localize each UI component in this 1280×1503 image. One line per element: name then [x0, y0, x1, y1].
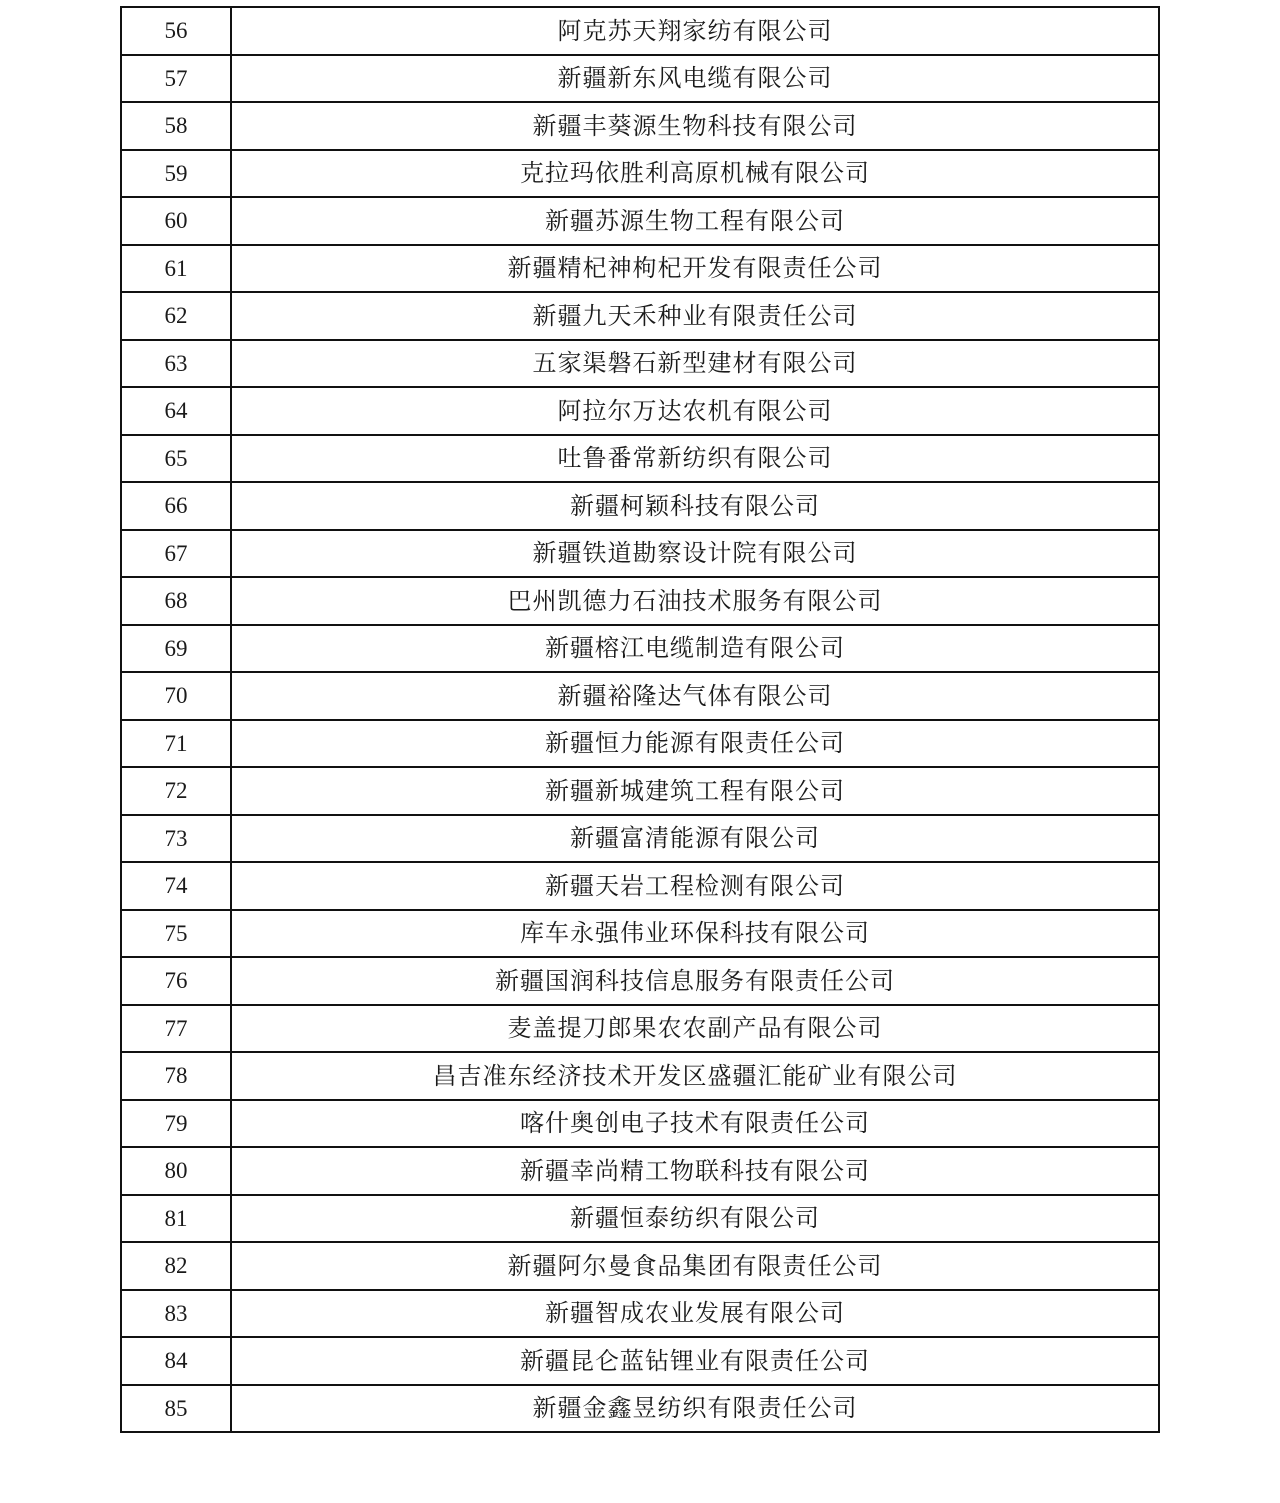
row-number: 82 — [121, 1242, 231, 1290]
row-number: 77 — [121, 1005, 231, 1053]
table-row — [121, 245, 1159, 293]
table-row — [121, 1005, 1159, 1053]
row-number: 70 — [121, 672, 231, 720]
table-row — [121, 197, 1159, 245]
table-row — [121, 292, 1159, 340]
row-number: 85 — [121, 1385, 231, 1433]
row-number: 59 — [121, 150, 231, 198]
company-name: 喀什奥创电子技术有限责任公司 — [231, 1100, 1159, 1148]
row-number: 73 — [121, 815, 231, 863]
table-row — [121, 862, 1159, 910]
table-row — [121, 340, 1159, 388]
row-number: 66 — [121, 482, 231, 530]
table-row — [121, 150, 1159, 198]
row-number: 71 — [121, 720, 231, 768]
table-row — [121, 435, 1159, 483]
row-number: 67 — [121, 530, 231, 578]
row-number: 83 — [121, 1290, 231, 1338]
company-name: 新疆金鑫昱纺织有限责任公司 — [231, 1385, 1159, 1433]
table-row — [121, 625, 1159, 673]
table-row — [121, 910, 1159, 958]
table-row — [121, 957, 1159, 1005]
company-name: 新疆苏源生物工程有限公司 — [231, 197, 1159, 245]
row-number: 64 — [121, 387, 231, 435]
company-name: 昌吉准东经济技术开发区盛疆汇能矿业有限公司 — [231, 1052, 1159, 1100]
row-number: 63 — [121, 340, 231, 388]
row-number: 75 — [121, 910, 231, 958]
company-name: 新疆精杞神枸杞开发有限责任公司 — [231, 245, 1159, 293]
table-row — [121, 387, 1159, 435]
row-number: 80 — [121, 1147, 231, 1195]
company-table — [120, 6, 1160, 1433]
company-name: 新疆新城建筑工程有限公司 — [231, 767, 1159, 815]
company-name: 新疆九天禾种业有限责任公司 — [231, 292, 1159, 340]
company-name: 新疆幸尚精工物联科技有限公司 — [231, 1147, 1159, 1195]
row-number: 56 — [121, 7, 231, 55]
company-name: 新疆裕隆达气体有限公司 — [231, 672, 1159, 720]
row-number: 81 — [121, 1195, 231, 1243]
table-row — [121, 1242, 1159, 1290]
row-number: 57 — [121, 55, 231, 103]
company-name: 新疆富清能源有限公司 — [231, 815, 1159, 863]
row-number: 79 — [121, 1100, 231, 1148]
table-row — [121, 55, 1159, 103]
company-name: 库车永强伟业环保科技有限公司 — [231, 910, 1159, 958]
company-list-page — [120, 6, 1158, 1433]
company-name: 麦盖提刀郎果农农副产品有限公司 — [231, 1005, 1159, 1053]
table-row — [121, 672, 1159, 720]
row-number: 69 — [121, 625, 231, 673]
company-name: 克拉玛依胜利高原机械有限公司 — [231, 150, 1159, 198]
row-number: 61 — [121, 245, 231, 293]
row-number: 68 — [121, 577, 231, 625]
company-name: 新疆天岩工程检测有限公司 — [231, 862, 1159, 910]
company-name: 新疆恒泰纺织有限公司 — [231, 1195, 1159, 1243]
company-name: 新疆铁道勘察设计院有限公司 — [231, 530, 1159, 578]
company-name: 新疆阿尔曼食品集团有限责任公司 — [231, 1242, 1159, 1290]
row-number: 72 — [121, 767, 231, 815]
table-row — [121, 530, 1159, 578]
company-name: 新疆昆仑蓝钻锂业有限责任公司 — [231, 1337, 1159, 1385]
table-row — [121, 720, 1159, 768]
row-number: 58 — [121, 102, 231, 150]
company-name: 新疆柯颖科技有限公司 — [231, 482, 1159, 530]
company-name: 吐鲁番常新纺织有限公司 — [231, 435, 1159, 483]
company-name: 新疆国润科技信息服务有限责任公司 — [231, 957, 1159, 1005]
company-name: 新疆恒力能源有限责任公司 — [231, 720, 1159, 768]
company-name: 阿克苏天翔家纺有限公司 — [231, 7, 1159, 55]
company-name: 新疆新东风电缆有限公司 — [231, 55, 1159, 103]
row-number: 74 — [121, 862, 231, 910]
table-row — [121, 767, 1159, 815]
company-table-body — [121, 7, 1159, 1432]
company-name: 新疆榕江电缆制造有限公司 — [231, 625, 1159, 673]
table-row — [121, 1100, 1159, 1148]
company-name: 五家渠磐石新型建材有限公司 — [231, 340, 1159, 388]
row-number: 65 — [121, 435, 231, 483]
company-name: 巴州凯德力石油技术服务有限公司 — [231, 577, 1159, 625]
row-number: 62 — [121, 292, 231, 340]
table-row — [121, 7, 1159, 55]
company-name: 新疆丰葵源生物科技有限公司 — [231, 102, 1159, 150]
table-row — [121, 1337, 1159, 1385]
company-name: 新疆智成农业发展有限公司 — [231, 1290, 1159, 1338]
table-row — [121, 102, 1159, 150]
row-number: 78 — [121, 1052, 231, 1100]
table-row — [121, 1290, 1159, 1338]
table-row — [121, 815, 1159, 863]
table-row — [121, 577, 1159, 625]
row-number: 76 — [121, 957, 231, 1005]
table-row — [121, 1195, 1159, 1243]
table-row — [121, 1052, 1159, 1100]
row-number: 60 — [121, 197, 231, 245]
table-row — [121, 1385, 1159, 1433]
row-number: 84 — [121, 1337, 231, 1385]
company-name: 阿拉尔万达农机有限公司 — [231, 387, 1159, 435]
table-row — [121, 1147, 1159, 1195]
table-row — [121, 482, 1159, 530]
